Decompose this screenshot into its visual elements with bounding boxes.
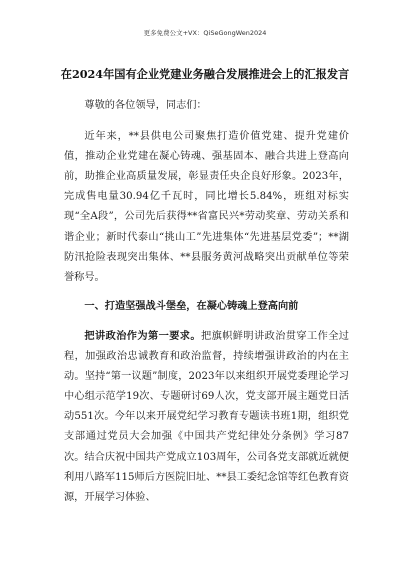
section-heading: 一、打造坚强战斗堡垒，在凝心铸魂上登高向前 [84, 299, 299, 312]
document-body [64, 96, 349, 508]
body-paragraph [64, 326, 349, 508]
greeting: 尊敬的各位领导，同志们： [84, 100, 207, 111]
header-note: 更多免费公文+VX：QiSeGongWen2024 [143, 29, 267, 37]
paragraph-lead: 把讲政治作为第一要求。 [84, 329, 201, 342]
intro-paragraph: 近年来，**县供电公司聚焦打造价值党建、提升党建价值，推动企业党建在凝心铸魂、强基固本、融合共进上登高向前，助推企业高质量发展，彰显责任央企良好形象。2023年，完成售电量30.94亿千瓦时，同比增长5.84%，班组对标实现“全A段”，公司先后获得**省富民兴*劳动奖章、劳动关系和谐企业；新时代泰山“挑山工”先进集体“先进基层党委”；**湖防汛抢险表现突出集体、**县服务黄河战略突出贡献单位等荣誉称号。 [64, 131, 349, 283]
paragraph-text: 把旗帜鲜明讲政治贯穿工作全过程，加强政治忠诚教育和政治监督，持续增强讲政治的内在主动。坚持“第一议题”制度，2023年以来组织开展党委理论学习中心组示范学19次、专题研讨69人次，党支部开展主题党日活动551次。今年以来开展党纪学习教育专题读书班1期，组织党支部通过党员大会加强《中国共产党纪律处分条例》学习87次。结合庆祝中国共产党成立103周年，公司各党支部就近就便利用八路军115师后方医院旧址、**县工委纪念馆等红色教育资源，开展学习体验、 [64, 330, 349, 503]
document-title: 在2024年国有企业党建业务融合发展推进会上的汇报发言 [60, 67, 350, 81]
